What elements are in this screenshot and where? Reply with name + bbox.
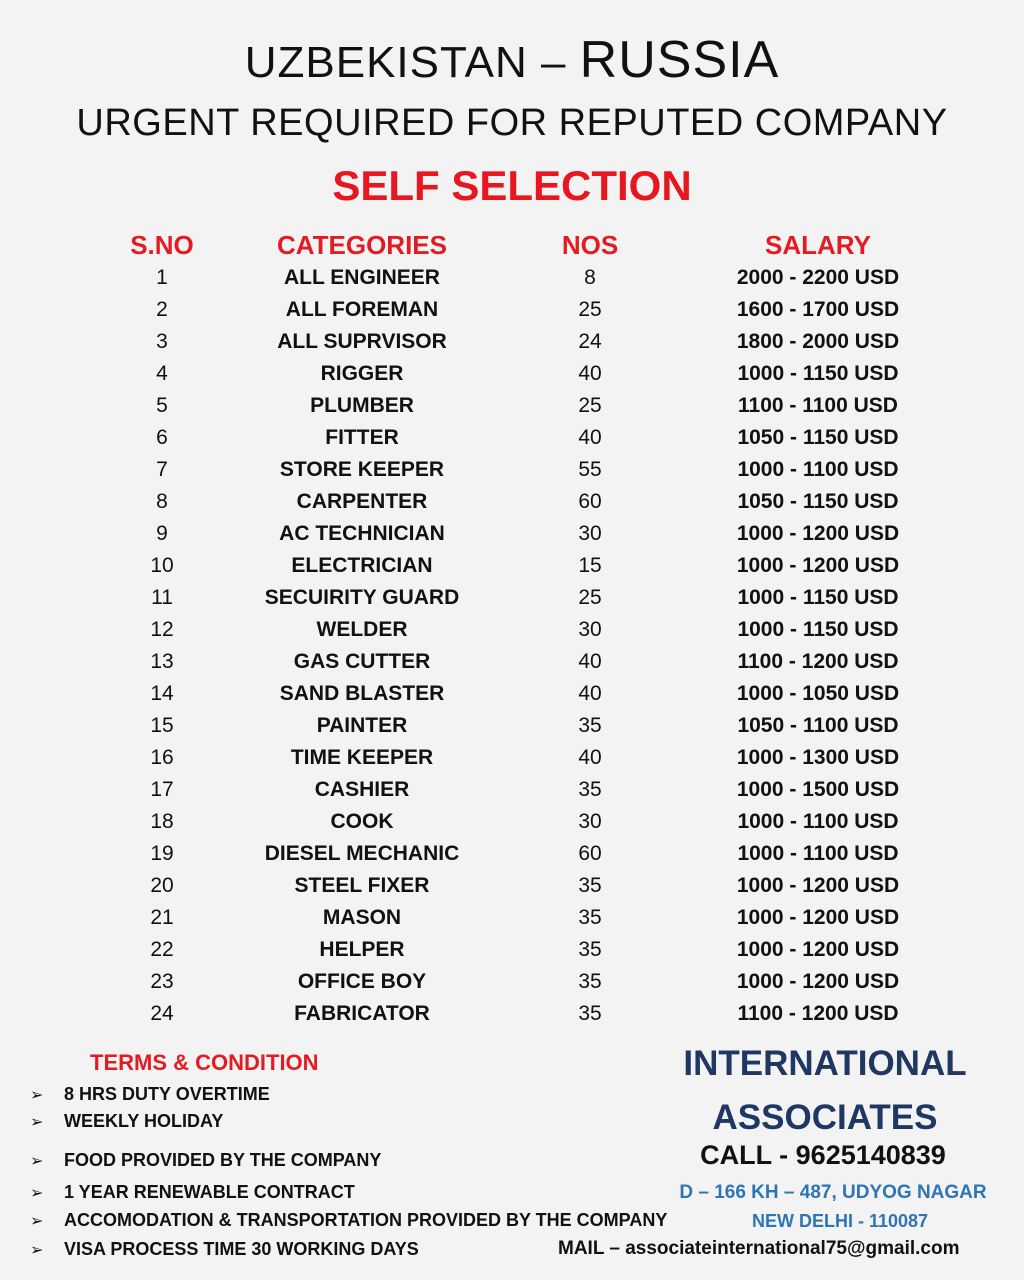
title-country-from: UZBEKISTAN – [244,38,580,87]
terms-item-text: 1 YEAR RENEWABLE CONTRACT [64,1182,355,1202]
company-name-line2: ASSOCIATES [712,1098,938,1137]
row-category: OFFICE BOY [297,970,427,993]
row-salary: 1000 - 1150 USD [737,362,899,385]
row-category: ELECTRICIAN [291,554,433,577]
header-categories: CATEGORIES [277,229,447,260]
row-category: WELDER [316,618,408,641]
row-salary: 2000 - 2200 USD [736,266,900,289]
row-sno: 23 [150,970,174,993]
row-category: MASON [322,906,402,929]
row-salary: 1100 - 1200 USD [737,1002,899,1025]
table-row [62,710,918,742]
row-sno: 17 [150,778,174,801]
row-nos: 8 [584,266,596,289]
row-nos: 40 [578,426,602,449]
arrowhead-bullet-icon: ➢ [30,1242,44,1259]
table-row [62,742,918,774]
row-category: CASHIER [314,778,410,801]
row-sno: 9 [156,522,168,545]
title-subtitle: URGENT REQUIRED FOR REPUTED COMPANY [76,102,948,144]
table-row [62,358,918,390]
row-nos: 35 [578,1002,602,1025]
row-sno: 20 [150,874,174,897]
jobs-table-header [62,228,918,262]
title-country-to: RUSSIA [579,31,780,89]
row-sno: 15 [150,714,174,737]
row-category: ALL ENGINEER [284,266,440,289]
row-nos: 30 [578,810,602,833]
row-sno: 13 [150,650,174,673]
row-category: RIGGER [320,362,404,385]
table-row [62,454,918,486]
row-salary: 1000 - 1200 USD [736,874,900,897]
row-sno: 24 [150,1002,174,1025]
row-nos: 25 [578,586,602,609]
terms-item [30,1084,270,1105]
row-category: PLUMBER [310,394,414,417]
row-sno: 14 [150,682,174,705]
row-nos: 40 [578,650,602,673]
row-sno: 6 [156,426,168,449]
table-row [62,262,918,294]
row-salary: 1050 - 1100 USD [737,714,899,737]
title-self-selection: SELF SELECTION [332,162,692,209]
header-nos: NOS [561,229,619,260]
row-nos: 35 [578,874,602,897]
table-row [62,518,918,550]
row-category: SECUIRITY GUARD [264,586,460,609]
row-category: COOK [330,810,394,833]
row-nos: 60 [578,842,602,865]
row-nos: 35 [578,714,602,737]
row-salary: 1000 - 1200 USD [736,522,900,545]
table-row [62,870,918,902]
row-sno: 12 [150,618,174,641]
row-salary: 1050 - 1150 USD [737,490,899,513]
row-nos: 55 [578,458,602,481]
jobs-table [62,228,918,1030]
terms-item [30,1182,355,1203]
arrowhead-bullet-icon: ➢ [30,1114,44,1131]
row-sno: 19 [150,842,174,865]
row-sno: 3 [156,330,168,353]
table-row [62,390,918,422]
row-category: CARPENTER [296,490,428,513]
row-salary: 1000 - 1200 USD [736,554,900,577]
row-nos: 35 [578,906,602,929]
table-row [62,678,918,710]
row-category: AC TECHNICIAN [279,522,445,545]
row-nos: 40 [578,682,602,705]
row-category: STORE KEEPER [279,458,445,481]
row-salary: 1600 - 1700 USD [736,298,900,321]
row-salary: 1000 - 1300 USD [736,746,900,769]
company-name-line1: INTERNATIONAL [683,1044,967,1083]
row-salary: 1000 - 1100 USD [737,842,899,865]
row-nos: 60 [578,490,602,513]
row-sno: 8 [156,490,168,513]
phone-number: CALL - 9625140839 [700,1140,946,1170]
terms-item-text: 8 HRS DUTY OVERTIME [64,1084,270,1104]
row-salary: 1000 - 1100 USD [737,458,899,481]
row-salary: 1000 - 1500 USD [736,778,900,801]
table-row [62,774,918,806]
row-salary: 1000 - 1150 USD [737,618,899,641]
table-row [62,646,918,678]
terms-item-text: FOOD PROVIDED BY THE COMPANY [64,1150,382,1170]
row-nos: 30 [578,522,602,545]
arrowhead-bullet-icon: ➢ [30,1153,44,1170]
row-category: HELPER [319,938,405,961]
table-row [62,614,918,646]
row-nos: 40 [578,746,602,769]
row-nos: 24 [578,330,602,353]
table-row [62,486,918,518]
address-line2: NEW DELHI - 110087 [751,1211,929,1231]
table-row [62,422,918,454]
table-row [62,294,918,326]
row-category: ALL SUPRVISOR [277,330,447,353]
terms-item-text: VISA PROCESS TIME 30 WORKING DAYS [64,1239,419,1259]
table-row [62,902,918,934]
row-sno: 5 [156,394,168,417]
header-sno: S.NO [130,229,194,260]
email-address: MAIL – associateinternational75@gmail.com [558,1238,960,1259]
row-nos: 25 [578,394,602,417]
arrowhead-bullet-icon: ➢ [30,1213,44,1230]
row-category: FITTER [325,426,399,449]
row-sno: 1 [156,266,168,289]
arrowhead-bullet-icon: ➢ [30,1087,44,1104]
terms-item-text: ACCOMODATION & TRANSPORTATION PROVIDED BY THE COMPANY [64,1210,668,1230]
row-sno: 22 [150,938,174,961]
row-sno: 2 [156,298,168,321]
arrowhead-bullet-icon: ➢ [30,1185,44,1202]
row-nos: 35 [578,938,602,961]
row-sno: 7 [156,458,168,481]
terms-item-text: WEEKLY HOLIDAY [64,1111,224,1131]
row-nos: 25 [578,298,602,321]
row-category: STEEL FIXER [294,874,430,897]
row-salary: 1050 - 1150 USD [737,426,899,449]
row-salary: 1000 - 1200 USD [736,970,900,993]
table-row [62,806,918,838]
address-line1: D – 166 KH – 487, UDYOG NAGAR [679,1182,987,1203]
row-nos: 15 [578,554,602,577]
row-salary: 1000 - 1050 USD [736,682,900,705]
header-salary: SALARY [765,229,871,260]
row-sno: 18 [150,810,174,833]
row-sno: 21 [150,906,174,929]
row-category: ALL FOREMAN [285,298,439,321]
row-salary: 1000 - 1150 USD [737,586,899,609]
terms-item [30,1239,419,1260]
row-category: GAS CUTTER [293,650,431,673]
row-salary: 1800 - 2000 USD [736,330,900,353]
table-row [62,966,918,998]
table-row [62,998,918,1030]
row-category: TIME KEEPER [290,746,434,769]
row-salary: 1000 - 1200 USD [736,906,900,929]
row-sno: 4 [156,362,168,385]
table-row [62,838,918,870]
title-countries [0,30,1024,90]
row-category: SAND BLASTER [279,682,445,705]
terms-heading: TERMS & CONDITION [90,1050,319,1075]
row-nos: 30 [578,618,602,641]
row-salary: 1000 - 1100 USD [737,810,899,833]
row-sno: 11 [151,586,173,609]
row-salary: 1100 - 1100 USD [738,394,898,417]
terms-item [30,1111,223,1132]
table-row [62,934,918,966]
row-category: FABRICATOR [294,1002,430,1025]
terms-item [30,1150,381,1171]
row-category: DIESEL MECHANIC [264,842,460,865]
row-sno: 10 [150,554,174,577]
row-sno: 16 [150,746,174,769]
row-nos: 40 [578,362,602,385]
table-row [62,550,918,582]
row-nos: 35 [578,970,602,993]
row-category: PAINTER [316,714,408,737]
row-salary: 1000 - 1200 USD [736,938,900,961]
row-nos: 35 [578,778,602,801]
terms-item [30,1210,667,1231]
table-row [62,326,918,358]
row-salary: 1100 - 1200 USD [737,650,899,673]
table-row [62,582,918,614]
